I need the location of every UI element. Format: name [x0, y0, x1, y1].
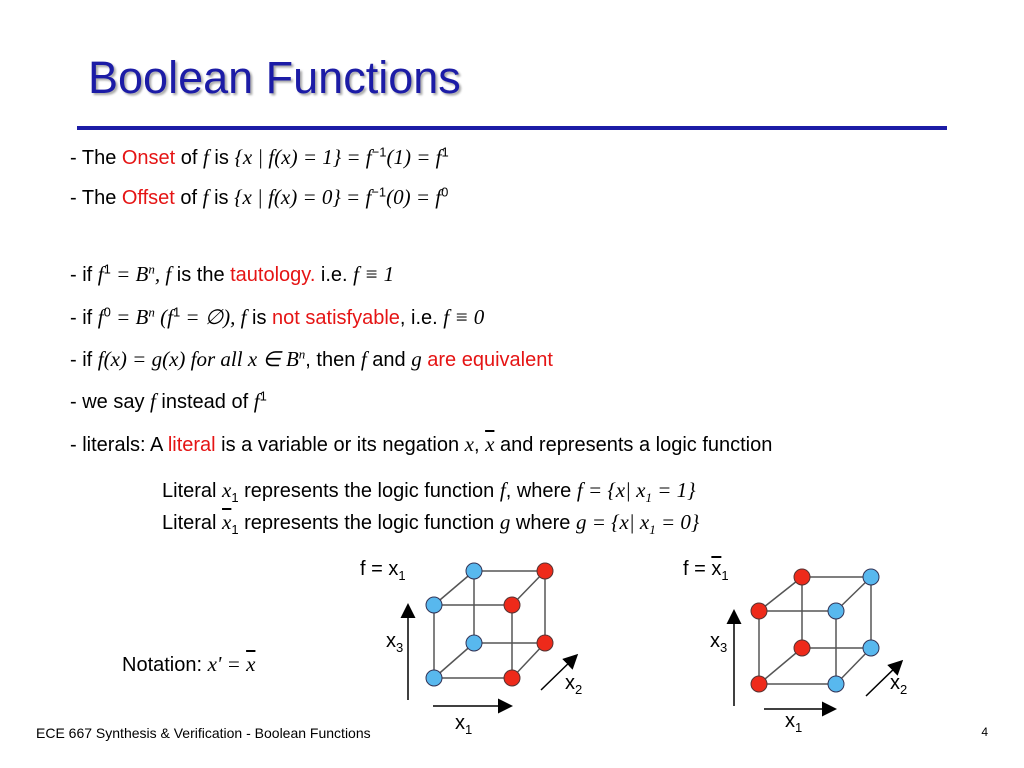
- taut-f: f: [97, 262, 104, 286]
- cube1-node: [466, 563, 482, 579]
- onset-sup2: 1: [441, 144, 449, 160]
- cube2-title-text: f =: [683, 558, 712, 580]
- equiv-pre: - if: [70, 349, 98, 371]
- cube2-node: [863, 640, 879, 656]
- cube2-title-sub: 1: [721, 568, 729, 583]
- literal1-f: f: [499, 478, 506, 502]
- equiv-g: g: [411, 347, 422, 371]
- taut-mid: is the: [171, 264, 231, 286]
- equiv-then: , then: [305, 349, 361, 371]
- cube1-title-sub: 1: [398, 568, 406, 583]
- literal1-pre: Literal: [162, 480, 223, 502]
- literal2-f: g: [499, 510, 511, 534]
- equiv-and: and: [366, 349, 412, 371]
- notation-label: Notation:: [122, 654, 208, 676]
- cube1-node: [426, 670, 442, 686]
- onset-math: {x | f(x) = 1} = f: [234, 145, 372, 169]
- onset-f: f: [203, 145, 209, 169]
- cube1-node: [466, 635, 482, 651]
- literal2-pre: Literal: [162, 512, 223, 534]
- unsat-sup: 0: [103, 304, 111, 320]
- literal2-set: g = {x| x: [575, 510, 650, 534]
- say-pre: - we say: [70, 391, 151, 413]
- cube2-node: [863, 569, 879, 585]
- literal2-sub2: 1: [649, 522, 656, 537]
- literals-xbar: $\overline{x}$: [485, 432, 495, 456]
- unsat-f: f: [97, 305, 104, 329]
- cube2-x2-arrow: [866, 662, 901, 696]
- cube2-x1-text: x: [785, 710, 795, 732]
- cube1-node: [537, 563, 553, 579]
- literal2-mid: represents the logic function: [238, 512, 500, 534]
- cube2-node: [828, 676, 844, 692]
- cube1-x2-sub: 2: [575, 682, 583, 697]
- literal1-mid: represents the logic function: [238, 480, 500, 502]
- unsat-paren: (f: [154, 305, 173, 329]
- unsat-n: n: [148, 304, 155, 320]
- cube2-title-x: $\overline{x}$: [711, 558, 722, 580]
- cube1-x2-arrow: [541, 656, 576, 690]
- offset-f: f: [202, 185, 209, 209]
- footer-text: ECE 667 Synthesis & Verification - Boolean Functions: [36, 725, 371, 741]
- onset-is: is: [208, 147, 235, 169]
- unsat-sup2: 1: [172, 304, 181, 320]
- slide-title: Boolean Functions: [88, 52, 461, 103]
- equiv-math: f(x) = g(x): [97, 347, 186, 371]
- literal2-where: where: [510, 512, 576, 534]
- equiv-keyword: are equivalent: [421, 349, 553, 371]
- cube2-x2-text: x: [890, 672, 900, 694]
- cube1-x3-sub: 3: [396, 640, 404, 655]
- taut-eq: f ≡ 1: [353, 262, 395, 286]
- taut-ie: i.e.: [315, 264, 354, 286]
- say-mid: instead of: [155, 391, 254, 413]
- page-number: 4: [981, 725, 988, 739]
- notation-rhs: $\overline{x}$: [246, 652, 256, 676]
- unsat-eq: f ≡ 0: [443, 305, 485, 329]
- cube2-node: [751, 676, 767, 692]
- literals-mid: is a variable or its negation: [215, 434, 465, 456]
- equiv-n: n: [298, 346, 306, 362]
- cube2-node: [751, 603, 767, 619]
- unsat-f2: f: [240, 305, 247, 329]
- cube1-x1-text: x: [455, 712, 465, 734]
- cube1-x3-text: x: [386, 630, 396, 652]
- offset-is: is: [208, 187, 235, 209]
- unsat-pre: - if: [70, 307, 98, 329]
- say-f2: f: [253, 389, 260, 413]
- equiv-forall: for all x ∈ B: [185, 347, 299, 371]
- cube1-title-text: f = x: [360, 558, 399, 580]
- cube2-node: [828, 603, 844, 619]
- cube1-node: [504, 670, 520, 686]
- literal2-sub: 1: [231, 522, 239, 537]
- notation-lhs: x' =: [207, 652, 247, 676]
- cube1-edges: [434, 571, 545, 678]
- cube2-x3-sub: 3: [720, 640, 728, 655]
- cube1-node: [426, 597, 442, 613]
- literals-pre: - literals: A: [70, 434, 168, 456]
- taut-keyword: tautology.: [230, 264, 316, 286]
- literals-post: and represents a logic function: [494, 434, 773, 456]
- taut-pre: - if: [70, 264, 98, 286]
- offset-pre: - The: [70, 187, 122, 209]
- onset-mid: of: [175, 147, 204, 169]
- unsat-keyword: not satisfyable: [272, 307, 400, 329]
- offset-mid: of: [174, 187, 203, 209]
- literal1-sub2: 1: [645, 490, 652, 505]
- cube2-node: [794, 640, 810, 656]
- literal1-sub: 1: [231, 490, 239, 505]
- cube2-edges: [759, 577, 871, 684]
- cube2-node: [794, 569, 810, 585]
- literal1-x: x: [222, 478, 232, 502]
- literals-comma: ,: [473, 434, 486, 456]
- literal1-end: = 1}: [651, 478, 696, 502]
- literals-x: x: [464, 432, 474, 456]
- say-f: f: [150, 389, 156, 413]
- offset-math2: (0) = f: [386, 185, 442, 209]
- cube1-node: [537, 635, 553, 651]
- cube2-x1-sub: 1: [795, 720, 803, 735]
- cube2-x2-sub: 2: [900, 682, 908, 697]
- unsat-math: = B: [110, 305, 149, 329]
- literals-keyword: literal: [167, 434, 216, 456]
- offset-math: {x | f(x) = 0} = f: [234, 185, 372, 209]
- taut-n: n: [148, 261, 155, 277]
- onset-pre: - The: [70, 147, 122, 169]
- unsat-paren2: = ∅),: [180, 305, 241, 329]
- cube1-x2-text: x: [565, 672, 575, 694]
- say-sup: 1: [259, 388, 267, 404]
- equiv-f: f: [360, 347, 367, 371]
- onset-keyword: Onset: [121, 147, 176, 169]
- taut-f2: , f: [154, 262, 172, 286]
- offset-sup2: 0: [441, 184, 449, 200]
- cube1-node: [504, 597, 520, 613]
- onset-math2: (1) = f: [386, 145, 442, 169]
- taut-math: = B: [110, 262, 149, 286]
- unsat-is: is: [246, 307, 273, 329]
- offset-sup1: −1: [371, 184, 387, 200]
- unsat-ie: , i.e.: [399, 307, 444, 329]
- literal1-where: , where: [505, 480, 577, 502]
- offset-keyword: Offset: [121, 187, 175, 209]
- cube2-x3-text: x: [710, 630, 720, 652]
- taut-sup: 1: [103, 261, 111, 277]
- onset-sup1: −1: [371, 144, 387, 160]
- literal2-x: $\overline{x}$: [222, 510, 232, 534]
- cube1-x1-sub: 1: [465, 722, 473, 737]
- literal2-end: = 0}: [655, 510, 700, 534]
- literal1-set: f = {x| x: [576, 478, 646, 502]
